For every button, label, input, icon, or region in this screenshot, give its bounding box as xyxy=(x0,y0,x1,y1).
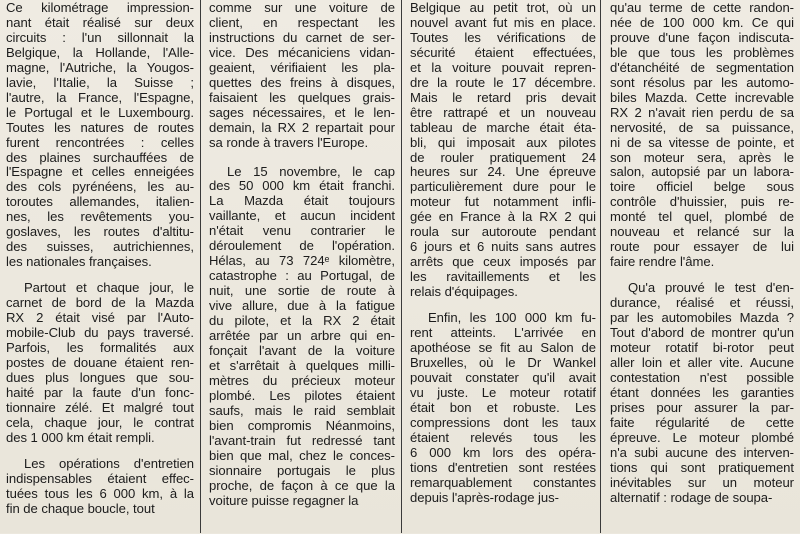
text-line: nouveau et relancé sur la xyxy=(610,224,794,240)
paragraph-spacer xyxy=(6,446,194,457)
column-divider-1 xyxy=(200,0,201,533)
text-line: remarquablement constantes xyxy=(410,474,596,490)
text-line: Ce kilométrage impression- xyxy=(6,0,194,15)
text-line: monté tel quel, plombé de xyxy=(610,209,794,225)
text-line: aller loin et aller vite. Aucune xyxy=(610,354,794,370)
text-line: des suisses, autrichiennes, xyxy=(6,239,194,255)
text-line: fonçait l'avant de la voiture xyxy=(209,342,395,358)
text-line: nouvel avant fut mis en place. xyxy=(410,14,596,30)
text-line: nant était réalisé sur deux xyxy=(6,14,194,30)
text-line: bien compromis Néanmoins, xyxy=(209,417,395,433)
text-line: depuis l'après-rodage jus- xyxy=(410,489,559,505)
text-line: tuées tous les 6 000 km, à la xyxy=(6,485,194,501)
text-line: client, en respectant les xyxy=(209,14,395,30)
text-line: durance, réalisé et réussi, xyxy=(610,295,794,311)
text-line: arrêtée par un arbre qui en- xyxy=(209,328,395,344)
text-line: des cols pyrénéens, les au- xyxy=(6,179,194,195)
text-line: l'Espagne et celles enneigées xyxy=(6,164,194,180)
text-line: Belgique, la Hollande, l'Alle- xyxy=(6,44,194,60)
text-line: apothéose se fit au Salon de xyxy=(410,339,596,355)
text-line: 6 000 km lors des opéra- xyxy=(410,444,596,460)
text-line: n'était venu contrarier le xyxy=(209,223,395,239)
text-line: ni de sa vitesse de pointe, et xyxy=(610,134,794,150)
text-column-3 xyxy=(410,0,596,534)
paragraph xyxy=(610,1,794,270)
text-line: dues plus longues que sou- xyxy=(6,369,194,385)
text-line: voiture puisse regagner la xyxy=(209,492,359,508)
text-line: prises pour assurer la par- xyxy=(610,399,794,415)
text-line: magne, l'Autriche, la Yougos- xyxy=(6,59,194,75)
text-line: sécurité étaient effectuées, xyxy=(410,44,596,60)
text-line: mobile-Club du pays traversé. xyxy=(6,325,194,341)
text-line: biles Mazda. Cette increvable xyxy=(610,89,794,105)
text-line: cela, chaque jour, le contrat xyxy=(6,414,194,430)
text-line: catastrophe : au Portugal, de xyxy=(209,268,395,284)
text-line: née de 100 000 km. Ce qui xyxy=(610,14,794,30)
text-line: des 1 000 km était rempli. xyxy=(6,429,155,445)
text-line: était bon et robuste. Les xyxy=(410,399,596,415)
paragraph xyxy=(610,281,794,505)
column-divider-3 xyxy=(600,0,601,533)
text-line: tableau de marche était éta- xyxy=(410,119,596,135)
text-line: être rattrapé et un nouveau xyxy=(410,104,596,120)
paragraph-spacer xyxy=(209,151,395,165)
text-line: qu'au terme de cette randon- xyxy=(610,0,794,15)
paragraph xyxy=(6,281,194,445)
text-line: furent rencontrées : celles xyxy=(6,134,194,150)
text-line: Partout et chaque jour, le xyxy=(24,280,194,296)
text-line: sont résolus par les automo- xyxy=(610,74,794,90)
text-line: vice. Des mécaniciens vidan- xyxy=(209,44,395,60)
text-line: sages nécessaires, et le len- xyxy=(209,104,395,120)
text-line: demain, la RX 2 repartait pour xyxy=(209,119,395,135)
text-line: bien que mal, chez le conces- xyxy=(209,447,395,463)
text-line: circuits : l'un sillonnait la xyxy=(6,29,194,45)
text-line: dre la route le 17 décembre. xyxy=(410,74,596,90)
text-line: goslaves, les routes d'altitu- xyxy=(6,224,194,240)
text-line: RX 2 n'avait rien perdu de sa xyxy=(610,104,794,120)
text-line: alternatif : rodage de soupa- xyxy=(610,489,773,505)
text-column-2 xyxy=(209,0,395,534)
text-line: les nationales françaises. xyxy=(6,254,152,270)
text-line: l'autre, la France, l'Espagne, xyxy=(6,89,194,105)
text-line: vive allure, due à la fatigue xyxy=(209,298,395,314)
text-line: Belgique au petit trot, où un xyxy=(410,0,596,15)
text-line: instructions du carnet de ser- xyxy=(209,29,395,45)
text-line: Le 15 novembre, le cap xyxy=(227,163,395,179)
text-line: Enfin, les 100 000 km fu- xyxy=(428,310,596,326)
text-line: vu juste. Le moteur rotatif xyxy=(410,384,596,400)
text-line: les ravitaillements et les xyxy=(410,269,596,285)
text-line: de rouler pratiquement 24 xyxy=(410,149,596,165)
text-line: carnet de bord de la Mazda xyxy=(6,295,194,311)
text-line: du pilote, et la RX 2 était xyxy=(209,313,395,329)
text-line: tions qui sont pratiquement xyxy=(610,459,794,475)
text-line: des 50 000 km était franchi. xyxy=(209,178,395,194)
text-line: inévitables sur un moteur xyxy=(610,474,794,490)
text-line: gée en France à la RX 2 qui xyxy=(410,209,596,225)
text-line: Tout d'abord de montrer qu'un xyxy=(610,325,794,341)
paragraph xyxy=(410,311,596,505)
text-line: salon, autopsié par un labora- xyxy=(610,164,794,180)
text-line: étant données les garanties xyxy=(610,384,794,400)
text-line: d'étanchéité de segmentation xyxy=(610,59,794,75)
text-line: Les opérations d'entretien xyxy=(24,455,194,471)
text-line: faite régularité de cette xyxy=(610,414,794,430)
text-line: quettes des freins à disques, xyxy=(209,74,395,90)
text-line: relais d'équipages. xyxy=(410,284,518,300)
text-line: indispensables étaient effec- xyxy=(6,470,194,486)
text-line: nervosité, de sa puissance, xyxy=(610,119,794,135)
text-line: et s'arrêtait à quelques milli- xyxy=(209,357,395,373)
text-line: bli, qui imposait aux pilotes xyxy=(410,134,596,150)
column-divider-2 xyxy=(401,0,402,533)
text-line: déroulement de l'opération. xyxy=(209,238,395,254)
text-line: tionnaire zélé. Et malgré tout xyxy=(6,399,194,415)
text-line: prouve d'une façon indiscuta- xyxy=(610,29,794,45)
text-line: et la voiture pouvait repren- xyxy=(410,59,596,75)
text-line: Qu'a prouvé le test d'en- xyxy=(628,280,794,296)
text-line: Toutes les natures de routes xyxy=(6,119,194,135)
text-line: faisaient les quelques grais- xyxy=(209,89,395,105)
paragraph xyxy=(209,1,395,151)
text-line: arrêts que ceux imposés par xyxy=(410,254,596,270)
text-line: RX 2 était visé par l'Auto- xyxy=(6,310,194,326)
text-line: nuit, une sortie de route à xyxy=(209,283,395,299)
text-line: roula sur autoroute pendant xyxy=(410,224,596,240)
text-line: Hélas, au 73 724ᵉ kilomètre, xyxy=(209,253,395,269)
text-line: compressions dont les taux xyxy=(410,414,596,430)
text-line: route pour essayer de lui xyxy=(610,239,794,255)
text-line: Mais le retard pris devait xyxy=(410,89,596,105)
text-line: son moteur sera, après le xyxy=(610,149,794,165)
paragraph xyxy=(6,1,194,270)
text-line: particulièrement dure pour le xyxy=(410,179,596,195)
text-line: Parfois, les formalités aux xyxy=(6,339,194,355)
text-line: heures sur 24. Une épreuve xyxy=(410,164,596,180)
text-line: rent atteints. L'arrivée en xyxy=(410,325,596,341)
text-line: Toutes les vérifications de xyxy=(410,29,596,45)
text-line: épreuve. Le moteur plombé xyxy=(610,429,794,445)
text-line: sa ronde à travers l'Europe. xyxy=(209,134,369,150)
text-line: contestation n'est possible xyxy=(610,369,794,385)
text-line: le Portugal et le Luxembourg. xyxy=(6,104,194,120)
text-line: tions d'entretien sont restées xyxy=(410,459,596,475)
paragraph xyxy=(6,457,194,517)
text-line: contrôle d'huissier, puis re- xyxy=(610,194,794,210)
text-line: comme sur une voiture de xyxy=(209,0,395,15)
text-line: haité par la faute d'un fonc- xyxy=(6,384,194,400)
text-line: toire officiel belge sous xyxy=(610,179,794,195)
text-line: fin de chaque boucle, tout xyxy=(6,500,155,516)
text-line: des plaines surchauffées de xyxy=(6,149,194,165)
text-line: proche, de façon à ce que la xyxy=(209,477,395,493)
text-line: toroutes allemandes, italien- xyxy=(6,194,194,210)
text-line: pouvait constater qu'il avait xyxy=(410,369,596,385)
text-line: lavie, l'Italie, la Suisse ; xyxy=(6,74,194,90)
paragraph xyxy=(209,165,395,509)
text-column-4 xyxy=(610,0,794,534)
paragraph xyxy=(410,1,596,300)
text-line: postes de douane étaient ren- xyxy=(6,354,194,370)
text-line: mètres du précieux moteur xyxy=(209,372,395,388)
text-line: geaient, vérifiaient les pla- xyxy=(209,59,395,75)
text-line: La Mazda était toujours xyxy=(209,193,395,209)
text-line: vaillante, et aucun incident xyxy=(209,208,395,224)
text-line: moteur fut notamment infli- xyxy=(410,194,596,210)
text-column-1 xyxy=(6,0,194,534)
text-line: faire rendre l'âme. xyxy=(610,254,715,270)
text-line: sionnaire portugais le plus xyxy=(209,462,395,478)
text-line: par les automobiles Mazda ? xyxy=(610,310,794,326)
text-line: plombé. Les pilotes étaient xyxy=(209,387,395,403)
text-line: saufs, mais le raid semblait xyxy=(209,402,395,418)
text-line: ble que tous les problèmes xyxy=(610,44,794,60)
text-line: moteur rotatif bi-rotor peut xyxy=(610,339,794,355)
text-line: Bruxelles, où le Dr Wankel xyxy=(410,354,596,370)
text-line: n'a subi aucune des interven- xyxy=(610,444,794,460)
text-line: 6 jours et 6 nuits sans autres xyxy=(410,239,596,255)
text-line: étaient relevés tous les xyxy=(410,429,596,445)
text-line: l'avant-train fut redressé tant xyxy=(209,432,395,448)
text-line: nes, les revêtements you- xyxy=(6,209,194,225)
